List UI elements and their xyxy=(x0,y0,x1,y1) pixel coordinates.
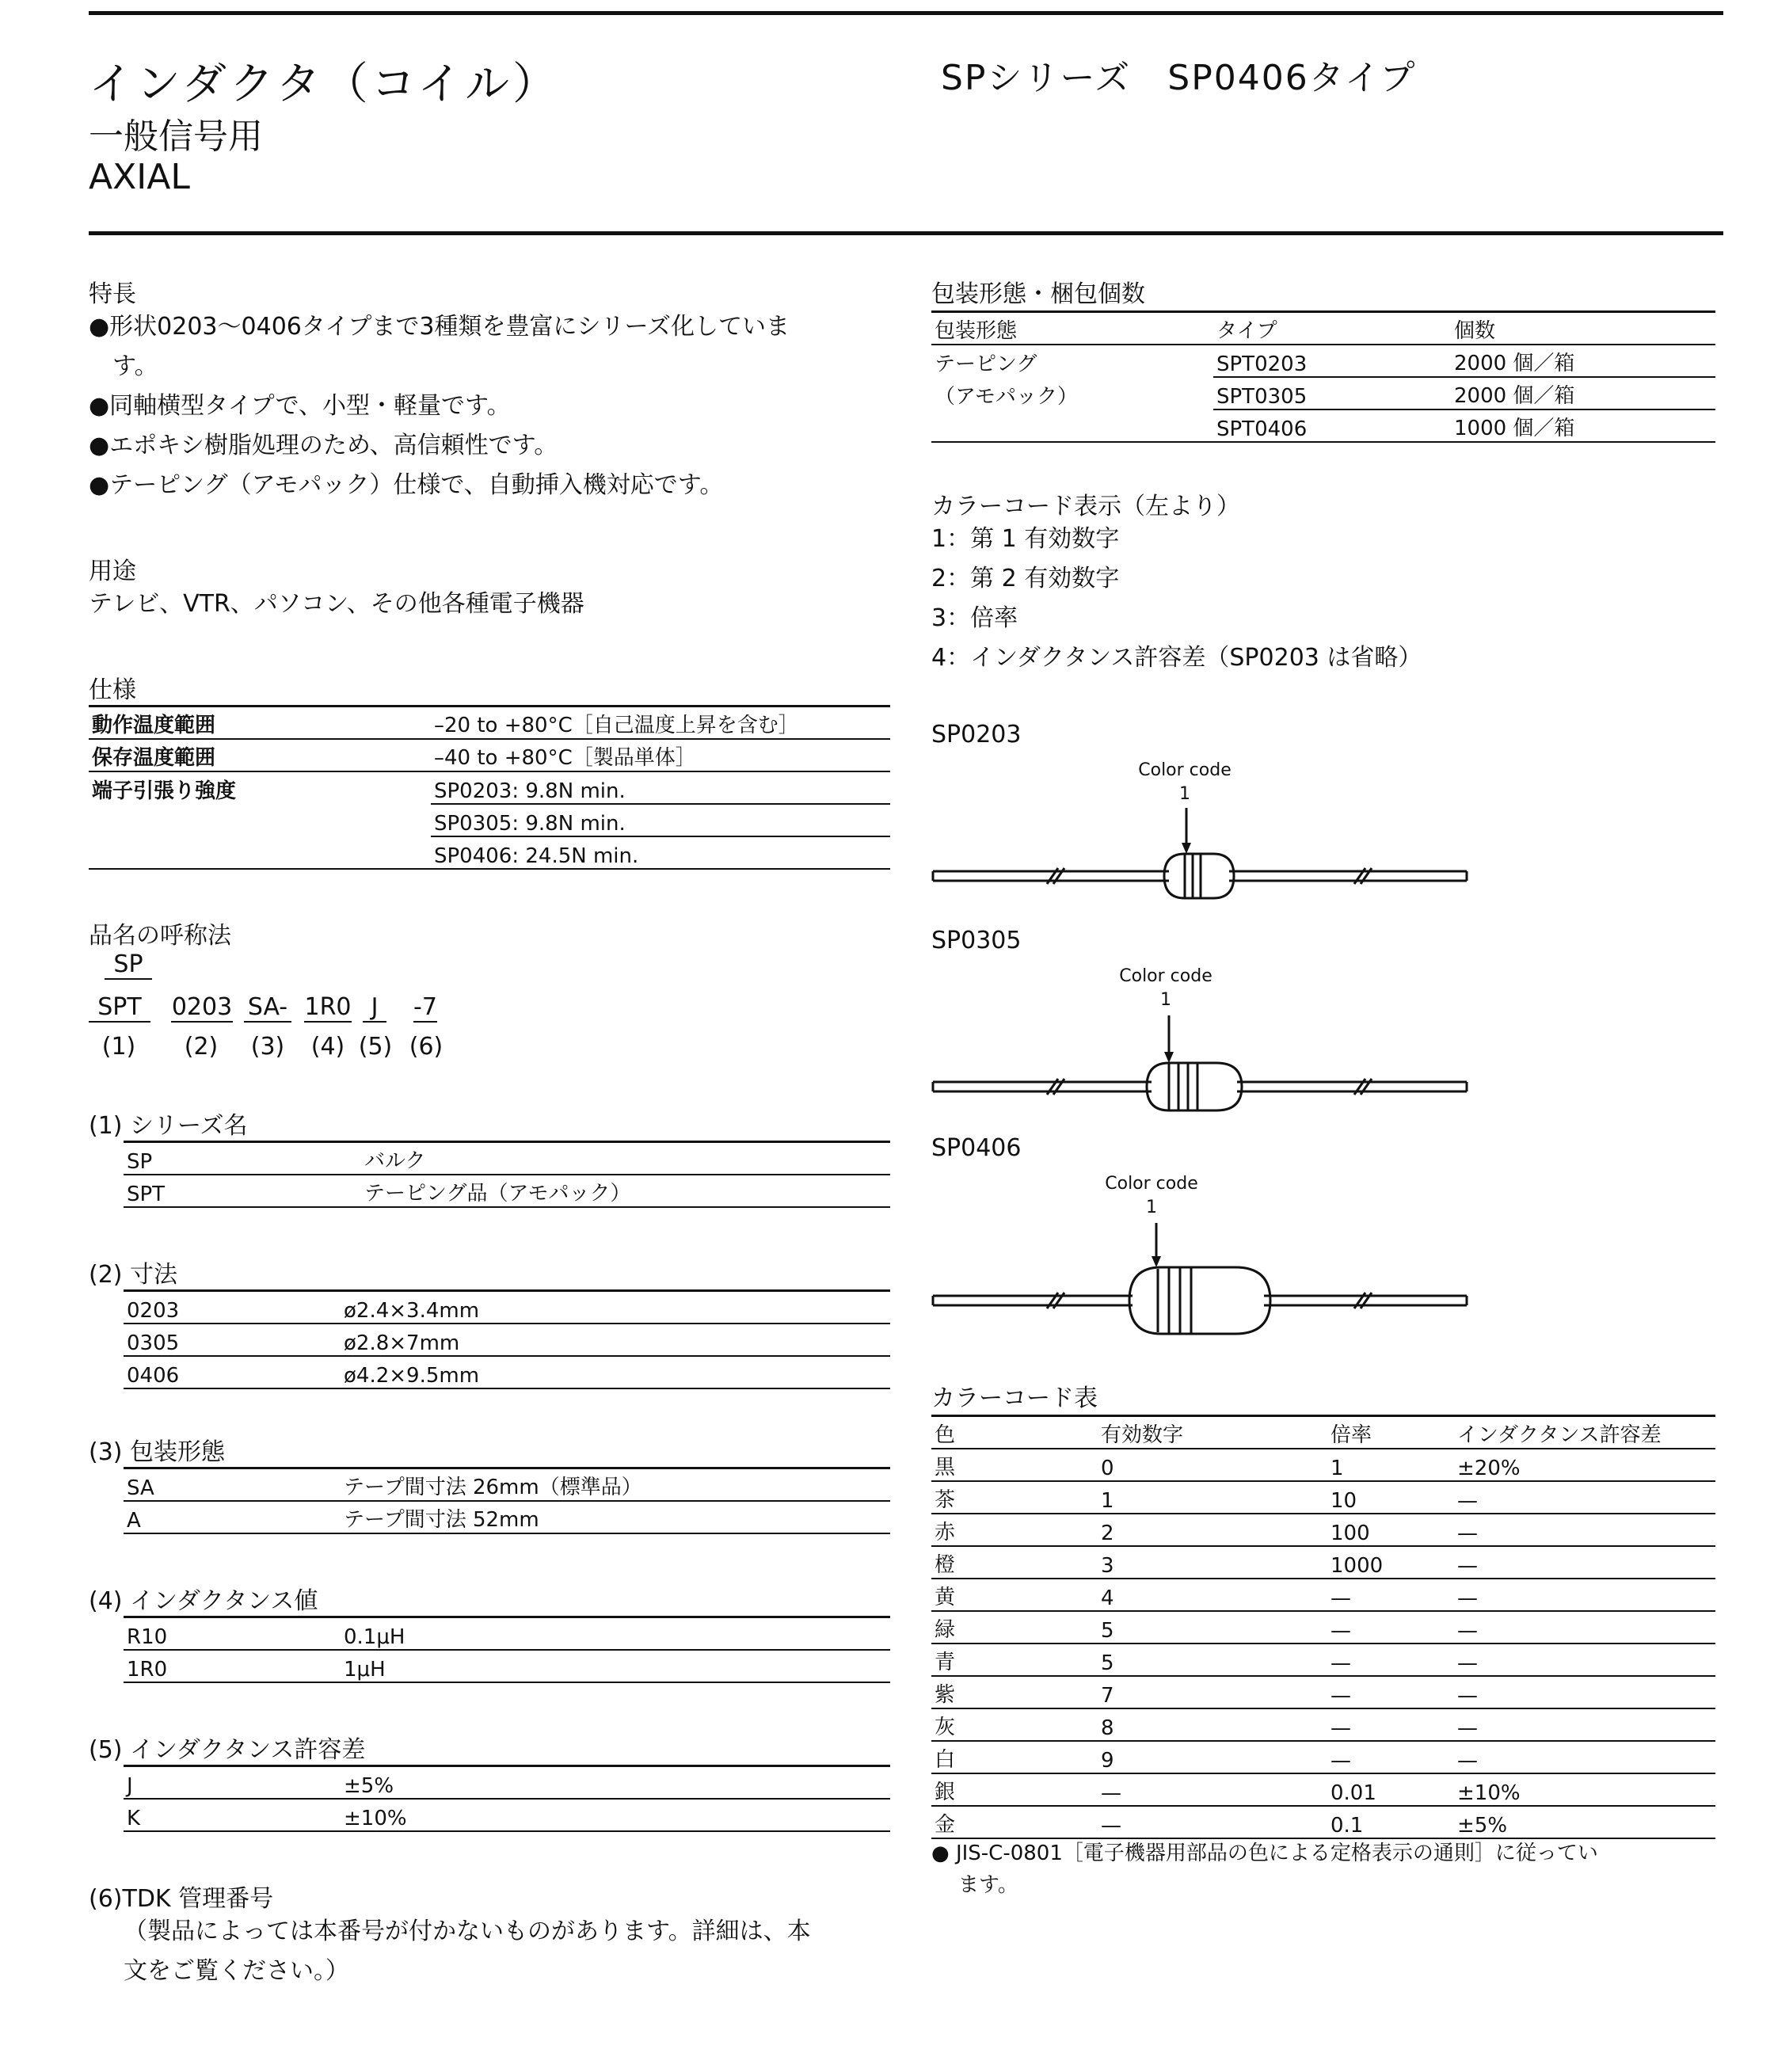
inductor-diagram-sp0406 xyxy=(931,1223,1470,1350)
naming-num: (4) xyxy=(310,1033,345,1061)
tolerance-heading: (5) インダクタンス許容差 xyxy=(89,1736,366,1764)
table-cell: 1R0 xyxy=(124,1650,341,1682)
color-display-item: 4：インダクタンス許容差（SP0203 は省略） xyxy=(931,644,1422,672)
diagram-title-sp0406: SP0406 xyxy=(931,1134,1022,1162)
table-row xyxy=(931,1806,1715,1838)
table-cell: 100 xyxy=(1327,1514,1454,1546)
naming-part: SPT xyxy=(89,993,150,1023)
table-cell: — xyxy=(1454,1708,1715,1741)
packaging-table xyxy=(124,1467,890,1534)
table-cell: 5 xyxy=(1098,1644,1327,1676)
table-cell: ±10% xyxy=(341,1799,890,1831)
feature-item: す。 xyxy=(112,352,158,380)
inductance-heading: (4) インダクタンス値 xyxy=(89,1587,318,1615)
table-row xyxy=(931,409,1715,442)
table-cell: テープ間寸法 26mm（標準品） xyxy=(341,1468,890,1502)
table-cell: ø2.4×3.4mm xyxy=(341,1291,890,1324)
table-cell: SPT xyxy=(124,1175,361,1207)
table-cell: — xyxy=(1327,1741,1454,1773)
table-cell: — xyxy=(1327,1644,1454,1676)
features-list xyxy=(89,307,897,505)
table-cell: テープ間寸法 52mm xyxy=(341,1501,890,1533)
table-row xyxy=(931,1579,1715,1611)
spec-label: 端子引張り強度 xyxy=(92,779,237,803)
table-cell: — xyxy=(1454,1644,1715,1676)
table-cell: — xyxy=(1454,1579,1715,1611)
table-row xyxy=(931,1708,1715,1741)
table-cell: SPT0203 xyxy=(1213,345,1451,377)
table-header: 色 xyxy=(931,1416,1098,1449)
color-display-item: 3：倍率 xyxy=(931,604,1018,632)
table-cell: 黄 xyxy=(931,1579,1098,1611)
naming-heading: 品名の呼称法 xyxy=(89,922,231,950)
table-row xyxy=(124,1799,890,1831)
naming-num: (1) xyxy=(101,1033,136,1061)
spec-value: –40 to +80°C［製品単体］ xyxy=(431,739,890,771)
table-cell: 灰 xyxy=(931,1708,1098,1741)
table-cell: SA xyxy=(124,1468,341,1502)
table-cell: 7 xyxy=(1098,1676,1327,1708)
table-cell: J xyxy=(124,1766,341,1800)
table-cell: 0.01 xyxy=(1327,1773,1454,1806)
table-cell: 9 xyxy=(1098,1741,1327,1773)
table-row xyxy=(89,739,890,771)
table-cell: 0.1μH xyxy=(341,1617,890,1651)
table-row xyxy=(931,1416,1715,1449)
table-cell: 1000 xyxy=(1327,1546,1454,1579)
table-cell: A xyxy=(124,1501,341,1533)
page-subtitle: 一般信号用 xyxy=(89,116,263,157)
table-row xyxy=(89,707,890,740)
table-header: 有効数字 xyxy=(1098,1416,1327,1449)
spec-value: SP0305: 9.8N min. xyxy=(431,804,890,836)
pack-qty-heading: 包装形態・梱包個数 xyxy=(931,280,1145,308)
table-cell: 金 xyxy=(931,1806,1098,1838)
dimensions-heading: (2) 寸法 xyxy=(89,1261,178,1289)
tolerance-table xyxy=(124,1765,890,1832)
table-row xyxy=(89,804,890,836)
page-subtitle-axial: AXIAL xyxy=(89,157,190,197)
table-cell: テーピング xyxy=(935,352,1037,376)
table-cell: K xyxy=(124,1799,341,1831)
color-display-item: 1：第 1 有効数字 xyxy=(931,525,1120,553)
table-cell: 4 xyxy=(1098,1579,1327,1611)
color-display-item: 2：第 2 有効数字 xyxy=(931,565,1120,592)
table-row xyxy=(124,1501,890,1533)
table-cell: — xyxy=(1454,1514,1715,1546)
table-cell: テーピング品（アモパック） xyxy=(361,1175,890,1207)
note-line: ● JIS-C-0801［電子機器用部品の色による定格表示の通則］に従ってい xyxy=(931,1842,1598,1865)
table-cell: R10 xyxy=(124,1617,341,1651)
table-cell: 2 xyxy=(1098,1514,1327,1546)
table-cell: 5 xyxy=(1098,1611,1327,1644)
table-row xyxy=(124,1324,890,1356)
table-cell: ø2.8×7mm xyxy=(341,1324,890,1356)
table-row xyxy=(124,1175,890,1207)
table-cell: — xyxy=(1327,1708,1454,1741)
color-code-num: 1 xyxy=(1160,990,1171,1010)
spec-label xyxy=(89,836,431,869)
inductor-diagram-sp0203 xyxy=(931,808,1470,903)
table-header: 包装形態 xyxy=(931,312,1213,345)
table-row xyxy=(931,1449,1715,1481)
spec-heading: 仕様 xyxy=(89,676,136,704)
diagram-title-sp0203: SP0203 xyxy=(931,721,1022,748)
table-row xyxy=(124,1291,890,1324)
table-cell: 茶 xyxy=(931,1481,1098,1514)
table-row xyxy=(89,836,890,869)
table-cell: ±10% xyxy=(1454,1773,1715,1806)
header-bottom-rule xyxy=(89,231,1723,235)
table-cell: 1μH xyxy=(341,1650,890,1682)
spec-label xyxy=(89,804,431,836)
color-code-label: Color code xyxy=(1119,966,1212,986)
top-rule xyxy=(89,11,1723,15)
tdk-heading: (6)TDK 管理番号 xyxy=(89,1885,274,1913)
table-cell: 0.1 xyxy=(1327,1806,1454,1838)
table-cell: バルク xyxy=(361,1142,890,1175)
table-cell: — xyxy=(1454,1611,1715,1644)
naming-top: SP xyxy=(105,950,152,980)
diagram-title-sp0305: SP0305 xyxy=(931,927,1022,954)
feature-item: ●テーピング（アモパック）仕様で、自動挿入機対応です。 xyxy=(89,471,724,499)
table-cell: — xyxy=(1454,1741,1715,1773)
table-cell: 緑 xyxy=(931,1611,1098,1644)
table-cell: 1 xyxy=(1098,1481,1327,1514)
table-cell: （アモパック） xyxy=(935,385,1078,409)
table-cell: ±5% xyxy=(341,1766,890,1800)
color-code-num: 1 xyxy=(1146,1198,1157,1217)
spec-value: SP0406: 24.5N min. xyxy=(431,836,890,869)
note-line: ます。 xyxy=(958,1873,1018,1897)
table-cell: SPT0305 xyxy=(1213,377,1451,409)
pack-qty-table xyxy=(931,310,1715,443)
table-cell: 8 xyxy=(1098,1708,1327,1741)
tdk-note-line: 文をご覧ください。） xyxy=(124,1957,349,1985)
feature-item: ●形状0203～0406タイプまで3種類を豊富にシリーズ化していま xyxy=(89,313,790,341)
table-row xyxy=(931,1676,1715,1708)
table-cell: 3 xyxy=(1098,1546,1327,1579)
naming-num: (6) xyxy=(409,1033,444,1061)
features-heading: 特長 xyxy=(89,280,136,308)
usage-heading: 用途 xyxy=(89,558,136,585)
table-row xyxy=(931,1644,1715,1676)
color-display-list xyxy=(931,520,1422,678)
table-cell: — xyxy=(1327,1579,1454,1611)
inductance-table xyxy=(124,1616,890,1683)
feature-item: ●同軸横型タイプで、小型・軽量です。 xyxy=(89,392,511,420)
naming-part: -7 xyxy=(413,993,437,1021)
packaging-heading: (3) 包装形態 xyxy=(89,1438,226,1466)
color-table-note xyxy=(931,1838,1723,1901)
series-name-heading: (1) シリーズ名 xyxy=(89,1112,248,1140)
inductor-diagram-sp0305 xyxy=(931,1015,1470,1118)
table-header: 個数 xyxy=(1451,312,1715,345)
table-cell: 0406 xyxy=(124,1356,341,1388)
table-row xyxy=(931,1481,1715,1514)
table-cell: ±20% xyxy=(1454,1449,1715,1481)
spec-value: SP0203: 9.8N min. xyxy=(431,771,890,804)
table-row xyxy=(124,1766,890,1800)
table-row xyxy=(124,1142,890,1175)
color-code-table xyxy=(931,1415,1715,1839)
table-row xyxy=(124,1617,890,1651)
table-cell: — xyxy=(1454,1546,1715,1579)
table-cell: 0203 xyxy=(124,1291,341,1324)
naming-part: 1R0 xyxy=(304,993,352,1021)
naming-num: (5) xyxy=(358,1033,393,1061)
table-cell: 10 xyxy=(1327,1481,1454,1514)
table-header: インダクタンス許容差 xyxy=(1454,1416,1715,1449)
series-name-table xyxy=(124,1141,890,1208)
naming-part: J xyxy=(363,993,386,1023)
table-cell: — xyxy=(1098,1773,1327,1806)
table-cell: 黒 xyxy=(931,1449,1098,1481)
table-row xyxy=(931,377,1715,409)
naming-num: (2) xyxy=(184,1033,219,1061)
table-cell: 白 xyxy=(931,1741,1098,1773)
table-row xyxy=(931,312,1715,345)
color-code-label: Color code xyxy=(1138,760,1232,780)
table-cell: SP xyxy=(124,1142,361,1175)
table-cell: 2000 個／箱 xyxy=(1451,345,1715,377)
table-cell: 銀 xyxy=(931,1773,1098,1806)
naming-part: 0203 xyxy=(171,993,233,1021)
table-cell: 0 xyxy=(1098,1449,1327,1481)
table-cell: — xyxy=(1327,1676,1454,1708)
tdk-note xyxy=(124,1912,884,1991)
table-cell xyxy=(931,409,1213,442)
table-cell: 紫 xyxy=(931,1676,1098,1708)
table-cell: 1 xyxy=(1327,1449,1454,1481)
spec-table xyxy=(89,705,890,870)
table-cell: 橙 xyxy=(931,1546,1098,1579)
spec-label: 動作温度範囲 xyxy=(89,707,431,740)
table-row xyxy=(931,1741,1715,1773)
table-cell: ø4.2×9.5mm xyxy=(341,1356,890,1388)
spec-value: –20 to +80°C［自己温度上昇を含む］ xyxy=(431,707,890,740)
naming-diagram xyxy=(89,950,564,1069)
table-cell: 青 xyxy=(931,1644,1098,1676)
color-display-heading: カラーコード表示（左より） xyxy=(931,493,1240,520)
naming-part: SA- xyxy=(244,993,291,1023)
table-cell: — xyxy=(1454,1676,1715,1708)
table-row xyxy=(931,1514,1715,1546)
series-title: SPシリーズ SP0406タイプ xyxy=(941,58,1417,98)
usage-text: テレビ、VTR、パソコン、その他各種電子機器 xyxy=(89,590,584,618)
table-row xyxy=(931,1773,1715,1806)
table-row xyxy=(124,1468,890,1502)
table-cell: ±5% xyxy=(1454,1806,1715,1838)
table-row xyxy=(931,1546,1715,1579)
table-row xyxy=(931,1611,1715,1644)
color-code-label: Color code xyxy=(1105,1174,1198,1194)
spec-label: 保存温度範囲 xyxy=(89,739,431,771)
table-cell: 赤 xyxy=(931,1514,1098,1546)
naming-num: (3) xyxy=(250,1033,285,1061)
table-row xyxy=(89,771,890,804)
table-cell: — xyxy=(1454,1481,1715,1514)
color-table-heading: カラーコード表 xyxy=(931,1385,1098,1412)
color-code-num: 1 xyxy=(1179,784,1190,804)
table-row xyxy=(931,345,1715,377)
table-cell: — xyxy=(1327,1611,1454,1644)
table-cell: 2000 個／箱 xyxy=(1451,377,1715,409)
table-row xyxy=(124,1356,890,1388)
table-cell: — xyxy=(1098,1806,1327,1838)
table-header: タイプ xyxy=(1213,312,1451,345)
table-cell: 1000 個／箱 xyxy=(1451,409,1715,442)
page-title: インダクタ（コイル） xyxy=(89,59,560,110)
table-row xyxy=(124,1650,890,1682)
table-cell: 0305 xyxy=(124,1324,341,1356)
feature-item: ●エポキシ樹脂処理のため、高信頼性です。 xyxy=(89,432,558,459)
table-header: 倍率 xyxy=(1327,1416,1454,1449)
table-cell: SPT0406 xyxy=(1213,409,1451,442)
tdk-note-line: （製品によっては本番号が付かないものがあります。詳細は、本 xyxy=(124,1918,811,1945)
dimensions-table xyxy=(124,1289,890,1389)
